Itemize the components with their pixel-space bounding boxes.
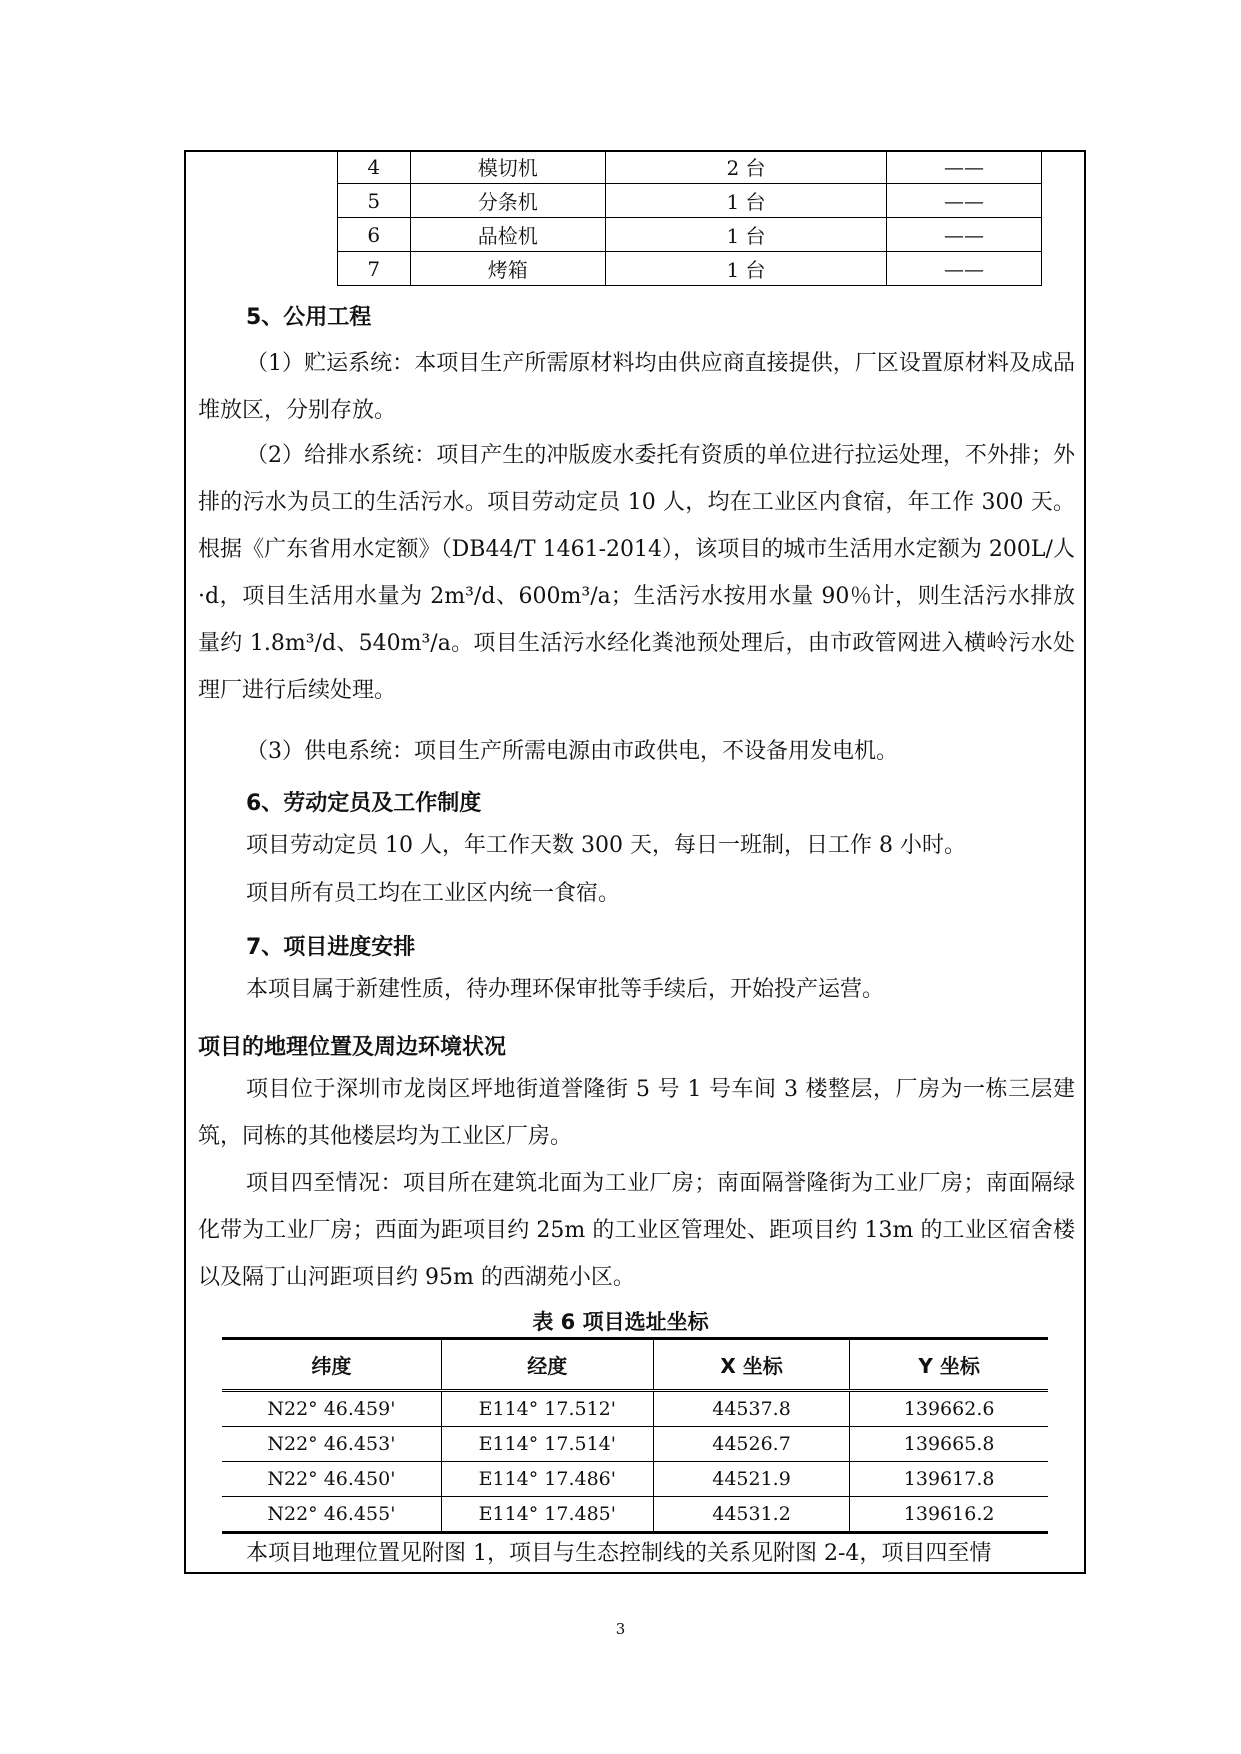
cell-x: 44531.2 xyxy=(653,1497,849,1533)
equipment-no: 6 xyxy=(338,218,411,252)
cell-longitude: E114° 17.486' xyxy=(441,1462,653,1497)
equipment-name: 模切机 xyxy=(410,150,606,184)
equipment-note: —— xyxy=(886,150,1041,184)
paragraph-surroundings: 项目四至情况：项目所在建筑北面为工业厂房；南面隔誉隆街为工业厂房；南面隔绿化带为工业厂房；西面为距项目约 25m 的工业区管理处、距项目约 13m 的工业区宿舍楼以及隔丁山河距项目约 95m 的西湖苑小区。 xyxy=(198,1171,1075,1290)
paragraph-storage: （1）贮运系统：本项目生产所需原材料均由供应商直接提供，厂区设置原材料及成品堆放区，分别存放。 xyxy=(198,351,1075,423)
equipment-note: —— xyxy=(886,252,1041,286)
table-row xyxy=(222,1427,1048,1462)
section-heading-staffing: 6、劳动定员及工作制度 xyxy=(246,791,482,816)
paragraph-location: 项目位于深圳市龙岗区坪地街道誉隆街 5 号 1 号车间 3 楼整层，厂房为一栋三层建筑，同栋的其他楼层均为工业区厂房。 xyxy=(198,1077,1075,1149)
column-header-longitude: 经度 xyxy=(441,1339,653,1391)
table-caption: 表 6 项目选址坐标 xyxy=(532,1310,709,1334)
cell-x: 44521.9 xyxy=(653,1462,849,1497)
table-row xyxy=(222,1462,1048,1497)
equipment-qty: 2 台 xyxy=(606,150,887,184)
equipment-name: 烤箱 xyxy=(410,252,606,286)
column-header-y: Y 坐标 xyxy=(850,1339,1048,1391)
table-row xyxy=(338,184,1042,218)
equipment-no: 7 xyxy=(338,252,411,286)
cell-x: 44526.7 xyxy=(653,1427,849,1462)
equipment-note: —— xyxy=(886,218,1041,252)
column-header-latitude: 纬度 xyxy=(222,1339,441,1391)
column-header-x: X 坐标 xyxy=(653,1339,849,1391)
table-row xyxy=(222,1497,1048,1533)
equipment-name: 品检机 xyxy=(410,218,606,252)
cell-y: 139617.8 xyxy=(850,1462,1048,1497)
section-heading-utilities: 5、公用工程 xyxy=(246,305,372,330)
equipment-no: 4 xyxy=(338,150,411,184)
equipment-name: 分条机 xyxy=(410,184,606,218)
equipment-note: —— xyxy=(886,184,1041,218)
cell-longitude: E114° 17.485' xyxy=(441,1497,653,1533)
cell-longitude: E114° 17.514' xyxy=(441,1427,653,1462)
paragraph-figure-reference: 本项目地理位置见附图 1，项目与生态控制线的关系见附图 2-4，项目四至情 xyxy=(246,1541,992,1566)
table-row xyxy=(222,1391,1048,1427)
cell-y: 139616.2 xyxy=(850,1497,1048,1533)
section-heading-schedule: 7、项目进度安排 xyxy=(246,935,416,960)
paragraph-schedule: 本项目属于新建性质，待办理环保审批等手续后，开始投产运营。 xyxy=(246,977,885,1002)
cell-latitude: N22° 46.459' xyxy=(222,1391,441,1427)
table-row xyxy=(338,218,1042,252)
paragraph-power: （3）供电系统：项目生产所需电源由市政供电，不设备用发电机。 xyxy=(246,739,898,764)
cell-x: 44537.8 xyxy=(653,1391,849,1427)
cell-latitude: N22° 46.455' xyxy=(222,1497,441,1533)
equipment-qty: 1 台 xyxy=(606,252,887,286)
paragraph-lodging: 项目所有员工均在工业区内统一食宿。 xyxy=(246,881,621,906)
cell-longitude: E114° 17.512' xyxy=(441,1391,653,1427)
table-row xyxy=(338,150,1042,184)
table-row xyxy=(338,252,1042,286)
table-header-row xyxy=(222,1339,1048,1391)
equipment-qty: 1 台 xyxy=(606,184,887,218)
equipment-qty: 1 台 xyxy=(606,218,887,252)
page-number: 3 xyxy=(615,1620,626,1638)
cell-latitude: N22° 46.450' xyxy=(222,1462,441,1497)
paragraph-staffing: 项目劳动定员 10 人，年工作天数 300 天，每日一班制，日工作 8 小时。 xyxy=(246,833,966,858)
cell-y: 139662.6 xyxy=(850,1391,1048,1427)
equipment-no: 5 xyxy=(338,184,411,218)
coordinates-table xyxy=(222,1337,1048,1534)
cell-latitude: N22° 46.453' xyxy=(222,1427,441,1462)
cell-y: 139665.8 xyxy=(850,1427,1048,1462)
section-heading-location: 项目的地理位置及周边环境状况 xyxy=(198,1035,507,1060)
paragraph-water: （2）给排水系统：项目产生的冲版废水委托有资质的单位进行拉运处理，不外排；外排的污水为员工的生活污水。项目劳动定员 10 人，均在工业区内食宿，年工作 300 天。根据《广东省用水定额》（DB44/T 1461-2014），该项目的城市生活用水定额为 200L/人·d，项目生活用水量为 2m³/d、600m³/a；生活污水按用水量 90％计，则生活污水排放量约 1.8m³/d、540m³/a。项目生活污水经化粪池预处理后，由市政管网进入横岭污水处理厂进行后续处理。 xyxy=(198,443,1075,703)
equipment-table xyxy=(337,150,1042,286)
